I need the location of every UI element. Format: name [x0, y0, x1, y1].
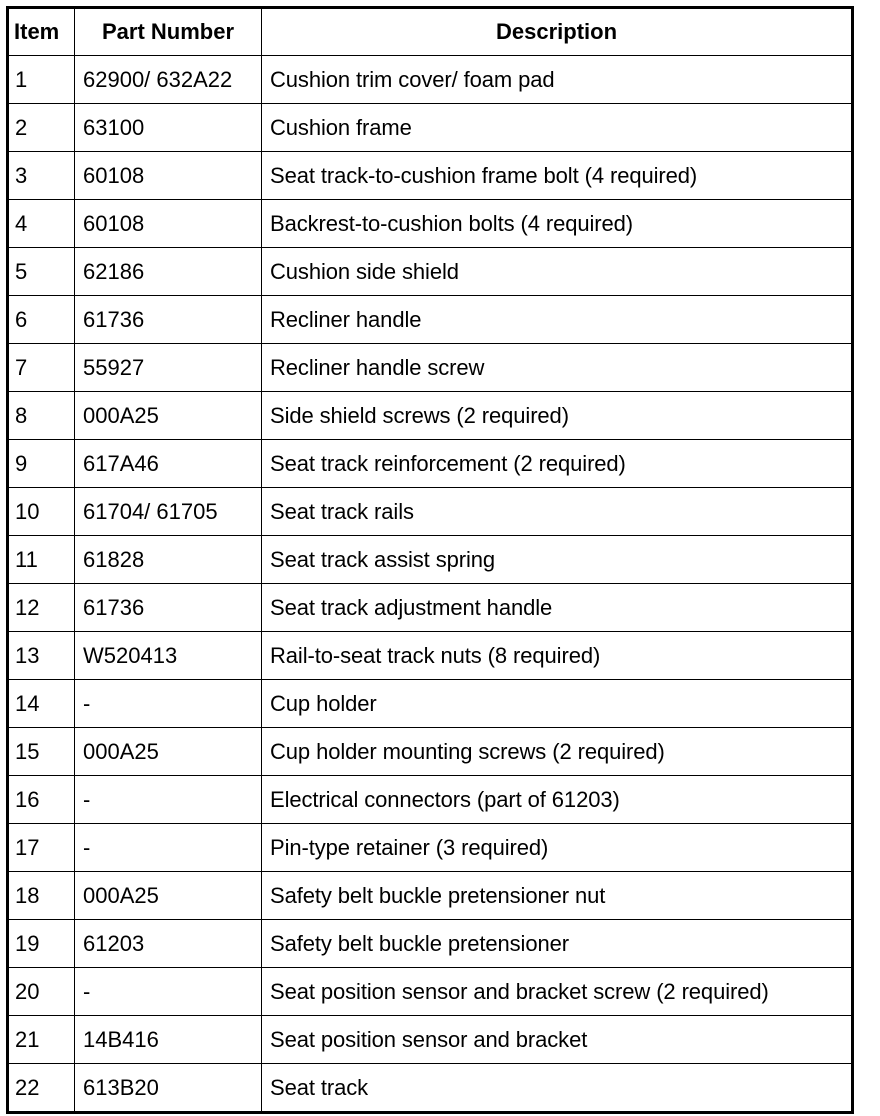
description-cell: Safety belt buckle pretensioner nut [262, 872, 853, 920]
description-cell: Seat position sensor and bracket [262, 1016, 853, 1064]
description-cell: Recliner handle [262, 296, 853, 344]
description-cell: Cushion trim cover/ foam pad [262, 56, 853, 104]
part-number-cell: 14B416 [75, 1016, 262, 1064]
table-header [8, 8, 853, 56]
part-number-cell: 62186 [75, 248, 262, 296]
item-number-cell: 15 [8, 728, 75, 776]
column-header-part-number: Part Number [75, 8, 262, 56]
part-number-cell: 60108 [75, 200, 262, 248]
part-number-cell: 613B20 [75, 1064, 262, 1113]
parts-table [6, 6, 854, 1114]
item-number-cell: 14 [8, 680, 75, 728]
table-row [8, 872, 853, 920]
table-row [8, 1016, 853, 1064]
item-number-cell: 13 [8, 632, 75, 680]
item-number-cell: 12 [8, 584, 75, 632]
table-row [8, 1064, 853, 1113]
item-number-cell: 22 [8, 1064, 75, 1113]
table-row [8, 248, 853, 296]
item-number-cell: 2 [8, 104, 75, 152]
table-row [8, 728, 853, 776]
description-cell: Backrest-to-cushion bolts (4 required) [262, 200, 853, 248]
part-number-cell: 62900/ 632A22 [75, 56, 262, 104]
description-cell: Seat track adjustment handle [262, 584, 853, 632]
part-number-cell: W520413 [75, 632, 262, 680]
item-number-cell: 10 [8, 488, 75, 536]
item-number-cell: 5 [8, 248, 75, 296]
column-header-item: Item [8, 8, 75, 56]
description-cell: Seat track rails [262, 488, 853, 536]
part-number-cell: 60108 [75, 152, 262, 200]
description-cell: Safety belt buckle pretensioner [262, 920, 853, 968]
description-cell: Seat position sensor and bracket screw (2 required) [262, 968, 853, 1016]
item-number-cell: 4 [8, 200, 75, 248]
header-row [8, 8, 853, 56]
part-number-cell: 000A25 [75, 872, 262, 920]
description-cell: Cushion side shield [262, 248, 853, 296]
table-row [8, 344, 853, 392]
part-number-cell: - [75, 824, 262, 872]
table-row [8, 920, 853, 968]
table-row [8, 584, 853, 632]
part-number-cell: 000A25 [75, 392, 262, 440]
table-row [8, 632, 853, 680]
table-row [8, 968, 853, 1016]
part-number-cell: 61203 [75, 920, 262, 968]
item-number-cell: 21 [8, 1016, 75, 1064]
part-number-cell: 61704/ 61705 [75, 488, 262, 536]
item-number-cell: 9 [8, 440, 75, 488]
table-row [8, 200, 853, 248]
table-row [8, 152, 853, 200]
description-cell: Cushion frame [262, 104, 853, 152]
description-cell: Seat track [262, 1064, 853, 1113]
description-cell: Cup holder [262, 680, 853, 728]
part-number-cell: 000A25 [75, 728, 262, 776]
table-row [8, 392, 853, 440]
part-number-cell: 55927 [75, 344, 262, 392]
item-number-cell: 6 [8, 296, 75, 344]
description-cell: Rail-to-seat track nuts (8 required) [262, 632, 853, 680]
part-number-cell: 617A46 [75, 440, 262, 488]
description-cell: Seat track-to-cushion frame bolt (4 required) [262, 152, 853, 200]
part-number-cell: - [75, 776, 262, 824]
table-row [8, 824, 853, 872]
item-number-cell: 11 [8, 536, 75, 584]
description-cell: Electrical connectors (part of 61203) [262, 776, 853, 824]
part-number-cell: 63100 [75, 104, 262, 152]
table-row [8, 536, 853, 584]
part-number-cell: 61736 [75, 584, 262, 632]
item-number-cell: 19 [8, 920, 75, 968]
item-number-cell: 3 [8, 152, 75, 200]
description-cell: Side shield screws (2 required) [262, 392, 853, 440]
part-number-cell: - [75, 968, 262, 1016]
description-cell: Recliner handle screw [262, 344, 853, 392]
item-number-cell: 20 [8, 968, 75, 1016]
table-row [8, 440, 853, 488]
column-header-description: Description [262, 8, 853, 56]
table-body [8, 56, 853, 1113]
part-number-cell: 61736 [75, 296, 262, 344]
item-number-cell: 16 [8, 776, 75, 824]
description-cell: Seat track reinforcement (2 required) [262, 440, 853, 488]
table-row [8, 488, 853, 536]
table-row [8, 104, 853, 152]
description-cell: Seat track assist spring [262, 536, 853, 584]
table-row [8, 776, 853, 824]
item-number-cell: 8 [8, 392, 75, 440]
item-number-cell: 18 [8, 872, 75, 920]
item-number-cell: 7 [8, 344, 75, 392]
item-number-cell: 17 [8, 824, 75, 872]
table-row [8, 56, 853, 104]
item-number-cell: 1 [8, 56, 75, 104]
part-number-cell: - [75, 680, 262, 728]
table-row [8, 680, 853, 728]
table-row [8, 296, 853, 344]
part-number-cell: 61828 [75, 536, 262, 584]
description-cell: Cup holder mounting screws (2 required) [262, 728, 853, 776]
description-cell: Pin-type retainer (3 required) [262, 824, 853, 872]
